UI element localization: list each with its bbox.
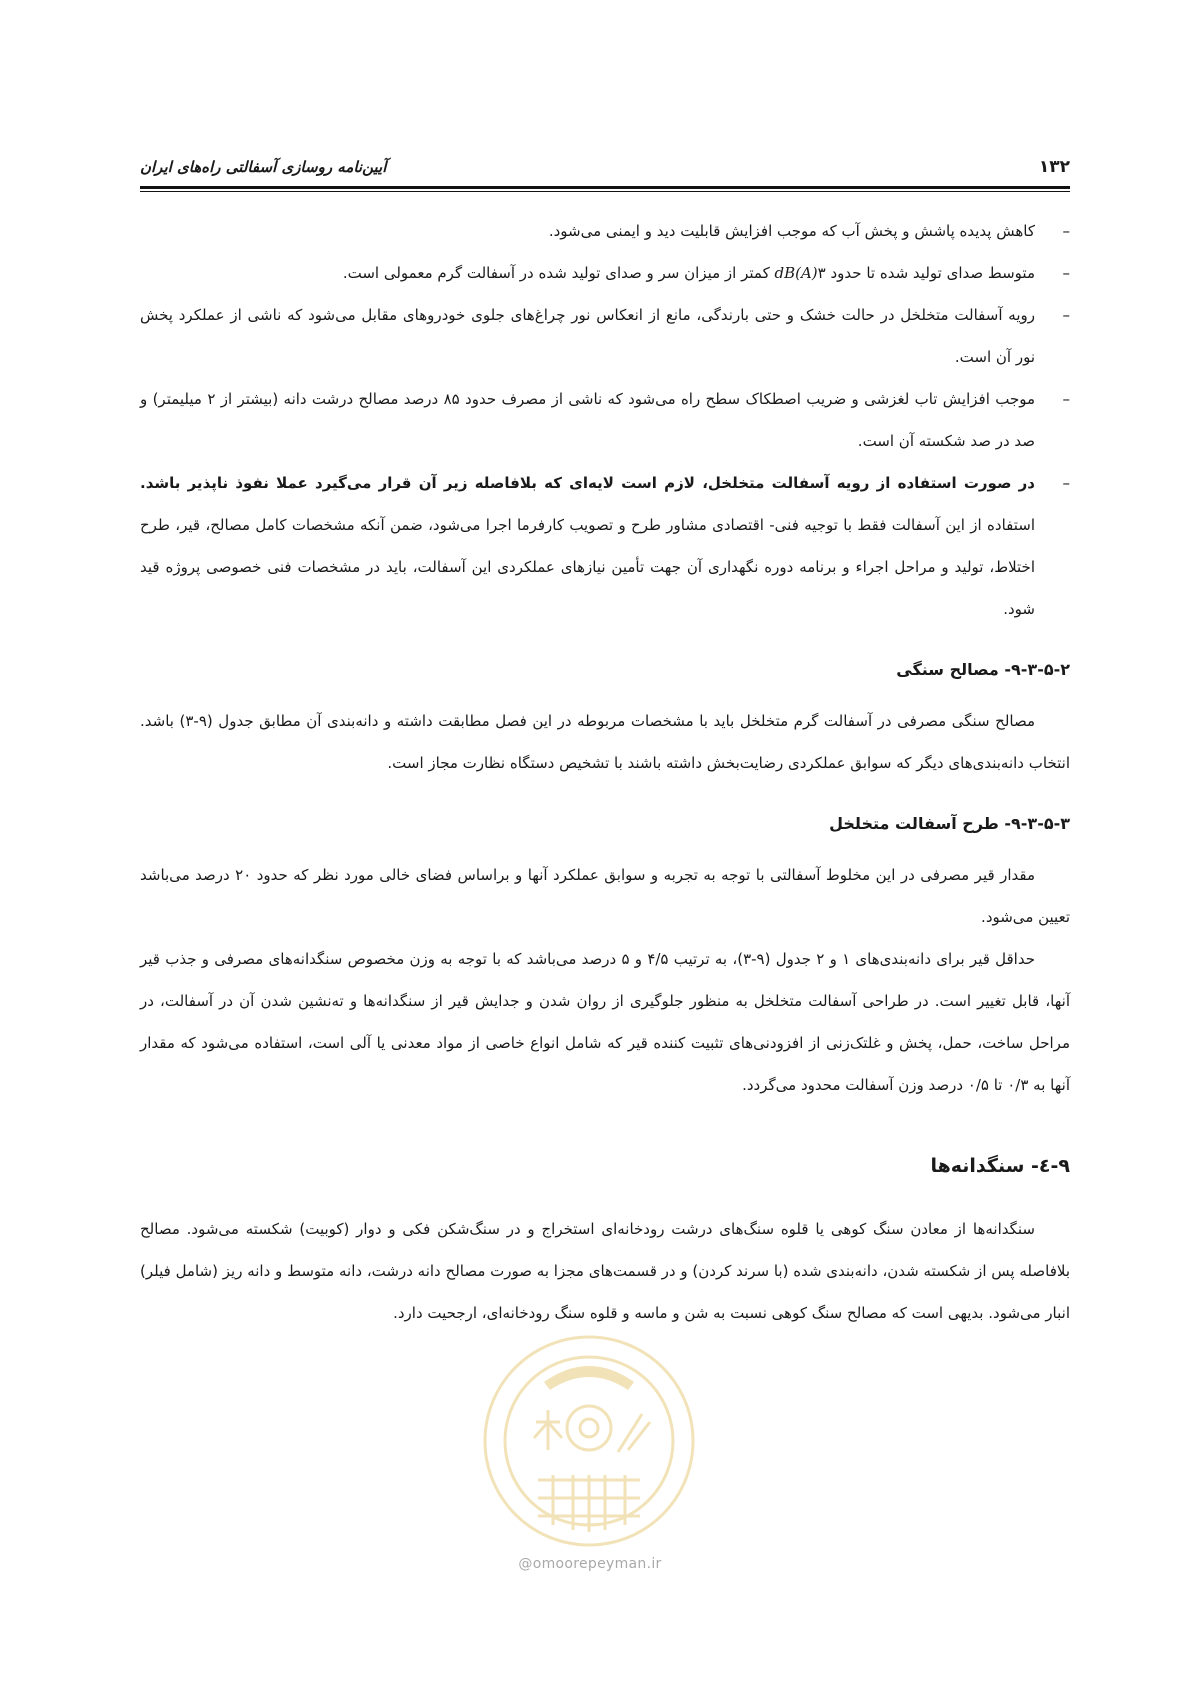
section-heading: ۹-۳-۵-۲- مصالح سنگی xyxy=(896,660,1070,679)
running-header xyxy=(140,150,1070,184)
section-heading: ۹-۳-۵-۳- طرح آسفالت متخلخل xyxy=(829,814,1070,833)
dash-marker: – xyxy=(1062,306,1070,324)
bold-requirement: در صورت استفاده از رویه آسفالت متخلخل، لازم است لایه‌ای که بلافاصله زیر آن قرار می‌گیرد عملا نفوذ ناپذیر باشد. xyxy=(140,474,1035,492)
watermark-site: @omoorepeyman.ir xyxy=(518,1556,662,1572)
dash-marker: – xyxy=(1062,474,1070,492)
bullet-item: – کاهش پدیده پاشش و پخش آب که موجب افزایش قابلیت دید و ایمنی می‌شود. xyxy=(140,210,1070,252)
paragraph: حداقل قیر برای دانه‌بندی‌های ۱ و ۲ جدول (۹-۳)، به ترتیب ۴/۵ و ۵ درصد می‌باشد که با توجه به وزن مخصوص سنگدانه‌های مصرفی و جذب قیر آنها، قابل تغییر است. در طراحی آسفالت متخلخل به منظور جلوگیری از روان شدن و جدایش قیر از سنگدانه‌ها و ته‌نشین شدن آن در آسفالت، در مراحل ساخت، حمل، پخش و غلتک‌زنی از افزودنی‌های تثبیت کننده قیر که شامل انواع خاصی از مواد معدنی یا آلی است، استفاده می‌شود که مقدار آنها به ۰/۳ تا ۰/۵ درصد وزن آسفالت محدود می‌گردد. xyxy=(140,950,1070,1094)
dash-marker: – xyxy=(1062,222,1070,240)
page-number: ۱۳۲ xyxy=(1038,157,1070,177)
watermark-seal-icon xyxy=(478,1330,700,1552)
book-title: آیین‌نامه روسازی آسفالتی راه‌های ایران xyxy=(140,158,387,176)
bullet-item: – متوسط صدای تولید شده تا حدود ۳dB(A) کمتر از میزان سر و صدای تولید شده در آسفالت گرم معمولی است. xyxy=(140,252,1070,294)
decibel-unit: dB(A) xyxy=(774,264,818,282)
bullet-item: – موجب افزایش تاب لغزشی و ضریب اصطکاک سطح راه می‌شود که ناشی از مصرف حدود ۸۵ درصد مصالح درشت دانه (بیشتر از ۲ میلیمتر) و صد در صد شکسته آن است. xyxy=(140,378,1070,462)
header-rule-thin xyxy=(140,191,1070,192)
bullet-item: – در صورت استفاده از رویه آسفالت متخلخل، لازم است لایه‌ای که بلافاصله زیر آن قرار می‌گیرد عملا نفوذ ناپذیر باشد. استفاده از این آسفالت فقط با توجیه فنی- اقتصادی مشاور طرح و تصویب کارفرما اجرا می‌شود، ضمن آنکه مشخصات کامل مصالح، قیر، طرح اختلاط، تولید و مراحل اجراء و برنامه دوره نگهداری آن جهت تأمین نیازهای عملکردی این آسفالت، باید در مشخصات فنی خصوصی پروژه قید شود. xyxy=(140,462,1070,630)
body-text xyxy=(140,210,1070,1334)
dash-marker: – xyxy=(1062,390,1070,408)
paragraph: مصالح سنگی مصرفی در آسفالت گرم متخلخل باید با مشخصات مربوطه در این فصل مطابقت داشته و دانه‌بندی آن مطابق جدول (۹-۳) باشد. انتخاب دانه‌بندی‌های دیگر که سوابق عملکردی رضایت‌بخش داشته باشند با تشخیص دستگاه نظارت مجاز است. xyxy=(140,712,1070,772)
paragraph: سنگدانه‌ها از معادن سنگ کوهی یا قلوه سنگ‌های درشت رودخانه‌ای استخراج و در سنگ‌شکن فکی و دوار (کوبیت) شکسته می‌شود. مصالح بلافاصله پس از شکسته شدن، دانه‌بندی شده (با سرند کردن) و در قسمت‌های مجزا به صورت مصالح دانه درشت، دانه متوسط و دانه ریز (شامل فیلر) انبار می‌شود. بدیهی است که مصالح سنگ کوهی نسبت به شن و ماسه و قلوه سنگ رودخانه‌ای، ارجحیت دارد. xyxy=(140,1220,1070,1322)
bullet-item: – رویه آسفالت متخلخل در حالت خشک و حتی بارندگی، مانع از انعکاس نور چراغ‌های جلوی خودروهای مقابل می‌شود که ناشی از عملکرد پخش نور آن است. xyxy=(140,294,1070,378)
header-rule-thick xyxy=(140,186,1070,189)
dash-marker: – xyxy=(1062,264,1070,282)
major-section-heading: ۹-٤- سنگدانه‌ها xyxy=(930,1155,1070,1177)
paragraph: مقدار قیر مصرفی در این مخلوط آسفالتی با توجه به تجربه و سوابق عملکرد آنها و براساس فضای خالی مورد نظر که حدود ۲۰ درصد می‌باشد تعیین می‌شود. xyxy=(140,866,1070,926)
